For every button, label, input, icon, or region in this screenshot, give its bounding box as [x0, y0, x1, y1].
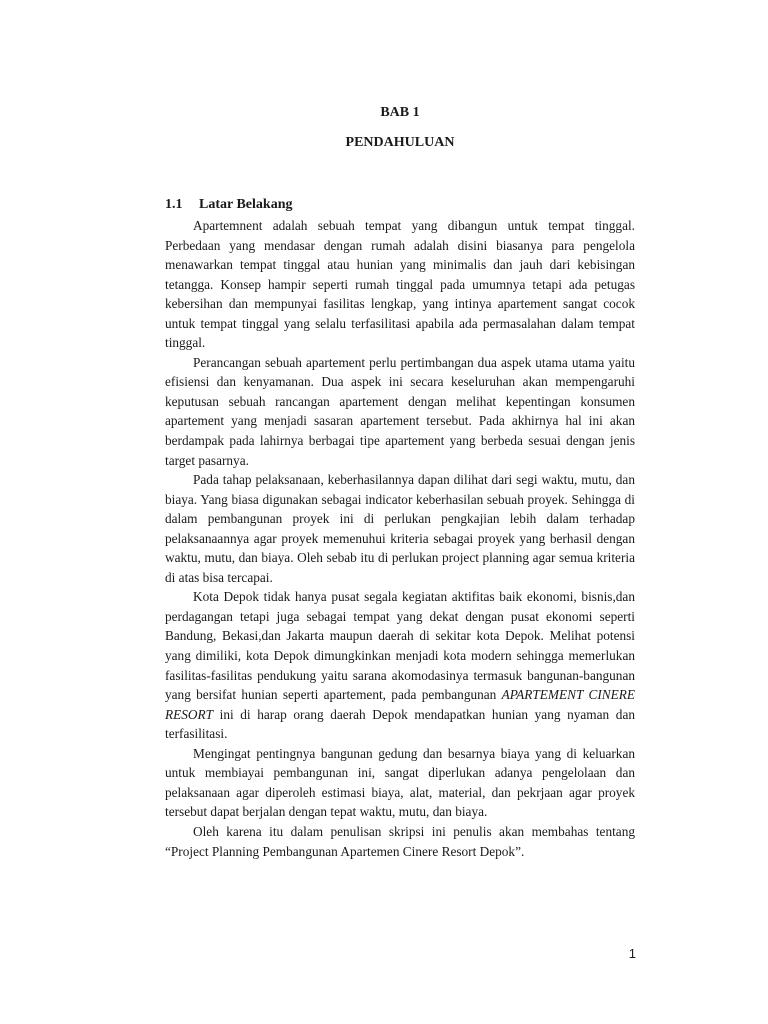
page-number: 1	[628, 946, 636, 961]
paragraph-apartment-design: Perancangan sebuah apartement perlu pertimbangan dua aspek utama utama yaitu efisiensi dan kenyamanan. Dua aspek ini secara keseluruhan akan mempengaruhi keputusan sebuah rancangan apartement dengan melihat kepentingan konsumen apartement yang menjadi sasaran apartement tersebut. Pada akhirnya hal ini akan berdampak pada lahirnya berbagai tipe apartement yang berbeda sesuai dengan jenis target pasarnya.	[165, 354, 635, 468]
section-heading	[165, 197, 292, 213]
paragraph-kota-depok-text-after: ini di harap orang daerah Depok mendapatkan hunian yang nyaman dan terfasilitasi.	[165, 706, 635, 742]
section-number: 1.1	[165, 197, 183, 212]
project-name-emphasis: APARTEMENT CINERE RESORT	[165, 687, 636, 722]
paragraph-kota-depok	[165, 587, 635, 743]
chapter-number: BAB 1	[380, 105, 420, 120]
paragraph-implementation: Pada tahap pelaksanaan, keberhasilannya dapan dilihat dari segi waktu, mutu, dan biaya. Yang biasa digunakan sebagai indicator keberhasilan sebuah proyek. Sehingga di dalam pembangunan proyek ini di perlukan pengkajian lebih dalam terhadap pelaksanaannya agar proyek memenuhui kriteria sebagai proyek yang berhasil dengan waktu, mutu, dan biaya. Oleh sebab itu di perlukan project planning agar semua kriteria di atas bisa tercapai.	[165, 472, 635, 585]
paragraph-cost-importance: Mengingat pentingnya bangunan gedung dan besarnya biaya yang di keluarkan untuk membiayai pembangunan ini, sangat diperlukan adanya pengelolaan dan pelaksanaan agar diperoleh estimasi biaya, alat, material, dan pekrjaan agar proyek tersebut dapat berjalan dengan tepat waktu, mutu, dan biaya.	[165, 745, 635, 820]
body-text	[165, 216, 635, 861]
paragraph-apartment-definition: Apartemnent adalah sebuah tempat yang dibangun untuk tempat tinggal. Perbedaan yang mendasar dengan rumah adalah disini biasanya para pengelola menawarkan tempat tinggal atau hunian yang minimalis dan jauh dari kebisingan tetangga. Konsep hampir seperti rumah tinggal pada umumnya tetapi ada petugas kebersihan dan mempunyai fasilitas lengkap, yang intinya apartement sangat cocok untuk tempat tinggal yang selalu terfasilitasi apabila ada permasalahan dalam tempat tinggal.	[165, 218, 635, 351]
paragraph-kota-depok-text-before: Kota Depok tidak hanya pusat segala kegiatan aktifitas baik ekonomi, bisnis,dan perdagangan tetapi juga sebagai tempat yang dekat dengan pusat ekonomi seperti Bandung, Bekasi,dan Jakarta maupun daerah di sekitar kota Depok. Melihat potensi yang dimiliki, kota Depok dimungkinkan menjadi kota modern sehingga memerlukan fasilitas-fasilitas pendukung yaitu sarana akomodasinya termasuk bangunan-bangunan yang bersifat hunian seperti apartement, pada pembangunan	[165, 589, 635, 703]
section-title: Latar Belakang	[199, 197, 293, 212]
chapter-title: PENDAHULUAN	[345, 135, 455, 150]
paragraph-thesis-topic: Oleh karena itu dalam penulisan skripsi ini penulis akan membahas tentang “Project Planning Pembangunan Apartemen Cinere Resort Depok”.	[165, 823, 635, 859]
